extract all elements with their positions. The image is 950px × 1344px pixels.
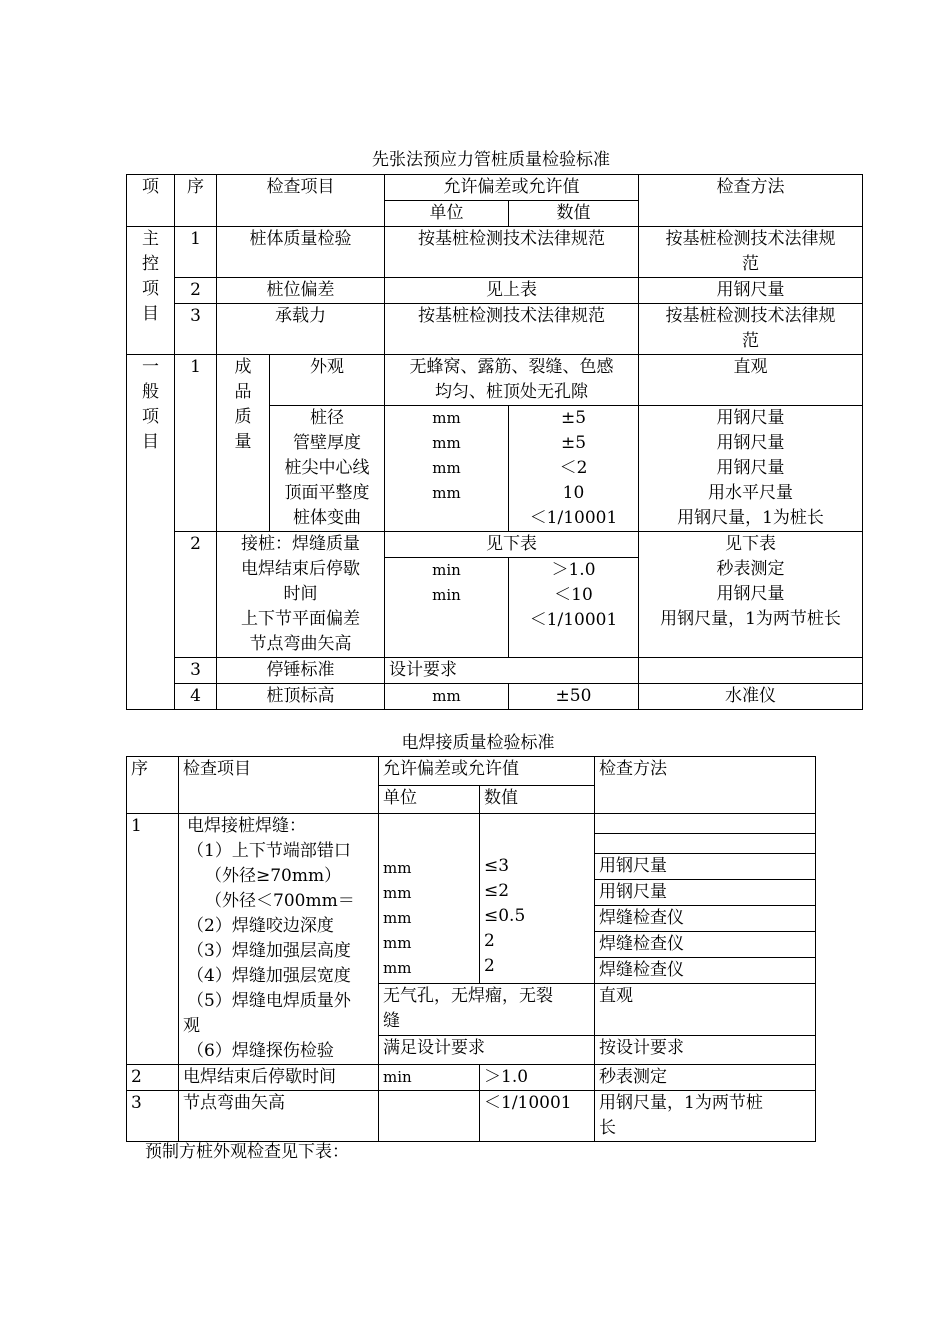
general-items-label: 一 般 项 目 (127, 355, 175, 710)
table-cell: 2 (175, 532, 217, 658)
table-cell: 3 (175, 658, 217, 684)
table-cell: 按基桩检测技术法律规 范 (639, 304, 863, 355)
table-cell: 用钢尺量 (639, 278, 863, 304)
table-cell: ±50 (509, 684, 639, 710)
main-items-label: 主 控 项 目 (127, 227, 175, 355)
table-cell: min (379, 1065, 480, 1091)
table-cell: 3 (127, 1091, 179, 1142)
header-seq: 序 (175, 175, 217, 227)
table-cell: ≤3 ≤2 ≤0.5 2 2 (480, 814, 595, 984)
table-cell: 无气孔，无焊瘤，无裂 缝 (379, 984, 595, 1036)
table-cell: 3 (175, 304, 217, 355)
table-cell: 按基桩检测技术法律规 范 (639, 227, 863, 278)
list-item: 用钢尺量 (595, 880, 815, 906)
table-cell: 1 (175, 227, 217, 278)
pile-quality-table (126, 174, 863, 710)
table-cell: 秒表测定 (595, 1065, 816, 1091)
list-item: 焊缝检查仪 (595, 932, 815, 958)
header-unit: 单位 (385, 201, 509, 227)
header-method: 检查方法 (595, 757, 816, 814)
footer-note: 预制方桩外观检查见下表： (145, 1142, 349, 1162)
table-cell: min min (385, 558, 509, 658)
list-item: （1）上下节端部错口 (187, 841, 351, 861)
table-cell: 水准仪 (639, 684, 863, 710)
table-cell: 见上表 (385, 278, 639, 304)
table-cell: 无蜂窝、露筋、裂缝、色感 均匀、桩顶处无孔隙 (385, 355, 639, 406)
header-check-item: 检查项目 (217, 175, 385, 227)
table-cell: 桩径 管壁厚度 桩尖中心线 顶面平整度 桩体变曲 (270, 406, 385, 532)
table-cell: ＜1/10001 (480, 1091, 595, 1142)
table-cell: ±5 ±5 ＜2 10 ＜1/10001 (509, 406, 639, 532)
table-cell: 用钢尺量 用钢尺量 用钢尺量 用水平尺量 用钢尺量，1为桩长 (639, 406, 863, 532)
table-cell: mm mm mm mm (385, 406, 509, 532)
table-cell: 用钢尺量，1为两节桩 长 (595, 1091, 816, 1142)
table-cell: 桩顶标高 (217, 684, 385, 710)
table-cell: 桩位偏差 (217, 278, 385, 304)
table-cell: 按设计要求 (595, 1036, 816, 1065)
list-item: （外径≥70mm） (205, 866, 342, 886)
header-unit: 单位 (379, 786, 480, 814)
table-cell: 2 (127, 1065, 179, 1091)
table1-title: 先张法预应力管桩质量检验标准 (372, 150, 610, 170)
table-cell: mm mm mm mm mm (379, 814, 480, 984)
table-cell: 2 (175, 278, 217, 304)
table-cell: 按基桩检测技术法律规范 (385, 304, 639, 355)
header-tolerance: 允许偏差或允许值 (379, 757, 595, 786)
list-item: 用钢尺量 (595, 854, 815, 880)
list-item: （6）焊缝探伤检验 (187, 1041, 334, 1061)
header-value: 数值 (509, 201, 639, 227)
header-value: 数值 (480, 786, 595, 814)
table2-title: 电焊接质量检验标准 (401, 733, 555, 753)
table-cell: 按基桩检测技术法律规范 (385, 227, 639, 278)
table-cell: 4 (175, 684, 217, 710)
table-cell (379, 1091, 480, 1142)
list-item: （外径＜700mm＝ (205, 891, 355, 911)
list-item: 观 (183, 1016, 200, 1036)
table-cell: 见下表 秒表测定 用钢尺量 用钢尺量，1为两节桩长 (639, 532, 863, 658)
list-item: 焊缝检查仪 (599, 960, 684, 980)
header-method: 检查方法 (639, 175, 863, 227)
table-cell (639, 658, 863, 684)
table-cell: 满足设计要求 (379, 1036, 595, 1065)
list-item: 焊缝检查仪 (595, 906, 815, 932)
table-cell: 承载力 (217, 304, 385, 355)
table-cell: 桩体质量检验 (217, 227, 385, 278)
table-cell: 接桩：焊缝质量 电焊结束后停歇 时间 上下节平面偏差 节点弯曲矢高 (217, 532, 385, 658)
table-cell: 停锤标准 (217, 658, 385, 684)
welding-items-cell (179, 814, 379, 1065)
list-item: （5）焊缝电焊质量外 (187, 991, 351, 1011)
welding-methods-cell (595, 814, 816, 984)
table-cell: 电焊结束后停歇时间 (179, 1065, 379, 1091)
list-item: 电焊接桩焊缝： (187, 816, 306, 836)
table-cell: ＞1.0 ＜10 ＜1/10001 (509, 558, 639, 658)
welding-quality-table (126, 756, 816, 1142)
header-item: 项 (127, 175, 175, 227)
list-item: （4）焊缝加强层宽度 (187, 966, 351, 986)
table-cell: 直观 (639, 355, 863, 406)
table-cell: mm (385, 684, 509, 710)
table-cell: 1 (127, 814, 179, 1065)
list-item: （2）焊缝咬边深度 (187, 916, 334, 936)
table-cell: ＞1.0 (480, 1065, 595, 1091)
table-cell: 节点弯曲矢高 (179, 1091, 379, 1142)
empty-row (595, 814, 815, 834)
header-tolerance: 允许偏差或允许值 (385, 175, 639, 201)
table-cell: 成 品 质 量 (217, 355, 270, 532)
table-cell: 见下表 (385, 532, 639, 558)
table-cell: 直观 (595, 984, 816, 1036)
table-cell: 设计要求 (385, 658, 639, 684)
table-cell: 外观 (270, 355, 385, 406)
header-seq: 序 (127, 757, 179, 814)
table-cell: 1 (175, 355, 217, 532)
header-check-item: 检查项目 (179, 757, 379, 814)
empty-row (595, 834, 815, 854)
list-item: （3）焊缝加强层高度 (187, 941, 351, 961)
